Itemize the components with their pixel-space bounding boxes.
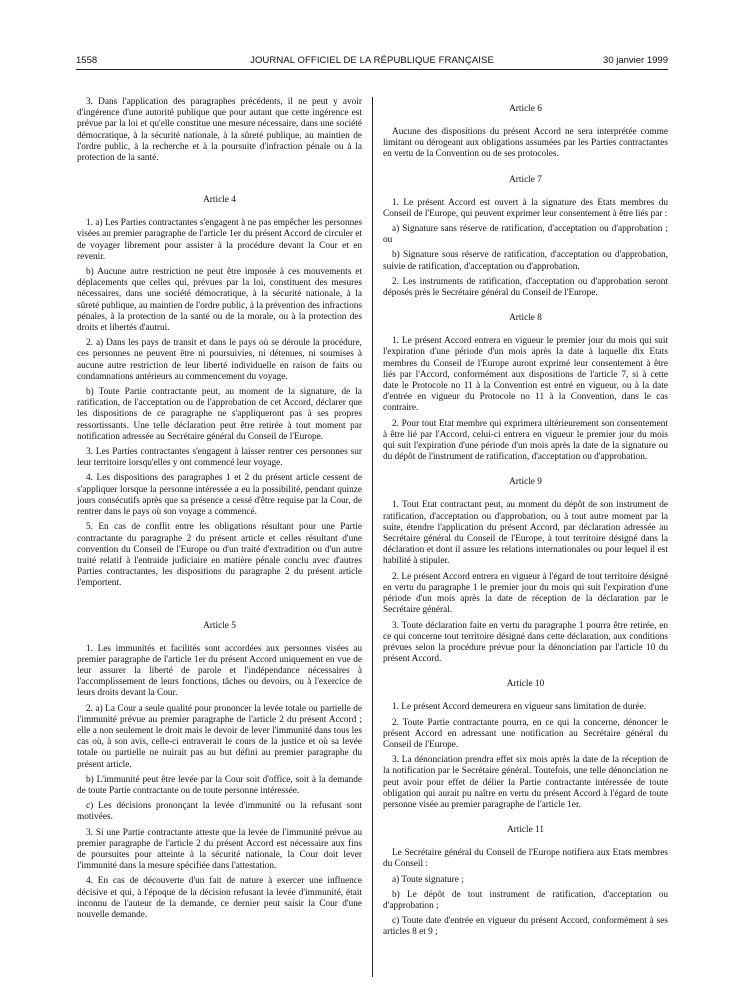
page-header (76, 55, 668, 69)
paragraph: 2. Les instruments de ratification, d'acceptation ou d'approbation seront déposés près le Secrétaire général du Conseil de l'Europe. (383, 276, 668, 299)
paragraph: b) Aucune autre restriction ne peut être imposée à ces mouvements et déplacements que celles qui, prévues par la loi, constituent des mesures nécessaires, dans une société démocratique, à la sécurité nationale, à la sûreté publique, au maintien de l'ordre public, à la prévention des infractions pénales, à la protection de la santé ou de la morale, ou à la protection des droits et libertés d'autrui. (77, 267, 362, 334)
paragraph: b) Le dépôt de tout instrument de ratification, d'acceptation ou d'approbation ; (383, 889, 668, 911)
paragraph: 1. Le présent Accord est ouvert à la signature des Etats membres du Conseil de l'Europe, qui peuvent exprimer leur consentement à être liés par : (383, 197, 668, 219)
paragraph: 4. Les dispositions des paragraphes 1 et 2 du présent article cessent de s'appliquer lorsque la personne intéressée a eu la possibilité, pendant quinze jours consécutifs après que sa présence a cessé d'être requise par la Cour, de rentrer dans le pays où son voyage a commencé. (77, 473, 362, 518)
paragraph: 2. Le présent Accord entrera en vigueur à l'égard de tout territoire désigné en vertu du paragraphe 1 le premier jour du mois qui suit l'expiration d'une période d'un mois après la date de réception de la déclaration par le Secrétaire général. (383, 571, 668, 616)
paragraph: c) Les décisions prononçant la levée d'immunité ou la refusant sont motivées. (77, 801, 362, 823)
column-divider (372, 97, 373, 977)
article-10-heading: Article 10 (506, 679, 545, 690)
paragraph: 1. Le présent Accord entrera en vigueur le premier jour du mois qui suit l'expiration d'une période d'un mois après la date à laquelle dix Etats membres du Conseil de l'Europe auront exprimé leur consentement à être liés par l'Accord, conformément aux dispositions de l'article 7, si à cette date le Protocole no 11 à la Convention est entré en vigueur, ou à la date d'entrée en vigueur du Protocole no 11 à la Convention, dans le cas contraire. (383, 336, 668, 414)
page-number: 1558 (76, 55, 98, 66)
paragraph: 1. Tout Etat contractant peut, au moment du dépôt de son instrument de ratification, d'acceptation ou d'approbation, ou à tout autre moment par la suite, étendre l'application du présent Accord, par déclaration adressée au Secrétaire général du Conseil de l'Europe, à tout territoire désigné dans la déclaration et dont il assure les relations internationales ou pour lequel il est habilité à stipuler. (383, 500, 668, 567)
paragraph: b) Toute Partie contractante peut, au moment de la signature, de la ratification, de l'acceptation ou de l'approbation de cet Accord, déclarer que les dispositions de ce paragraphe ne s'appliqueront pas à ses propres ressortissants. Une telle déclaration peut être retirée à tout moment par notification adressée au Secrétaire général du Conseil de l'Europe. (77, 387, 362, 442)
paragraph: 2. a) Dans les pays de transit et dans le pays où se déroule la procédure, ces personnes ne peuvent être ni poursuivies, ni détenues, ni soumises à aucune autre restriction de leur liberté individuelle en raison de faits ou condamnations antérieurs au commencement du voyage. (77, 338, 362, 382)
paragraph: 3. Dans l'application des paragraphes précédents, il ne peut y avoir d'ingérence d'une autorité publique que pour autant que cette ingérence est prévue par la loi et qu'elle constitue une mesure nécessaire, dans une société démocratique, à la sécurité nationale, à la sûreté publique, au maintien de l'ordre public, à la recherche et à la poursuite d'infraction pénale ou à la protection de la santé. (77, 97, 362, 164)
right-column (383, 97, 668, 943)
article-8-heading: Article 8 (509, 313, 542, 324)
paragraph: 3. La dénonciation prendra effet six mois après la date de la réception de la notification par le Secrétaire général. Toutefois, une telle dénonciation ne peut avoir pour effet de délier la Partie contractante intéressée de toute obligation qui aurait pu naître en vertu du présent Accord à l'égard de toute personne visée au premier paragraphe de l'article 1er. (383, 755, 668, 810)
paragraph: b) Signature sous réserve de ratification, d'acceptation ou d'approbation, suivie de ratification, d'acceptation ou d'approbation. (383, 250, 668, 272)
paragraph: a) Toute signature ; (392, 874, 464, 885)
paragraph: 3. Les Parties contractantes s'engagent à laisser rentrer ces personnes sur leur territoire lorsqu'elles y ont commencé leur voyage. (77, 447, 362, 469)
article-7-heading: Article 7 (509, 174, 542, 185)
paragraph: 3. Si une Partie contractante atteste que la levée de l'immunité prévue au premier paragraphe de l'article 2 du présent Accord est nécessaire aux fins de poursuites pour atteinte à la sécurité nationale, la Cour doit lever l'immunité dans la mesure spécifiée dans l'attestation. (77, 827, 362, 872)
header-rule (76, 69, 668, 70)
paragraph: Aucune des dispositions du présent Accord ne sera interprétée comme limitant ou dérogeant aux obligations assumées par les Parties contractantes en vertu de la Convention ou de ses protocoles. (383, 127, 668, 160)
publication-date: 30 janvier 1999 (603, 55, 668, 66)
paragraph: 2. a) La Cour a seule qualité pour prononcer la levée totale ou partielle de l'immunité prévue au premier paragraphe de l'article 2 du présent Accord ; elle a non seulement le droit mais le devoir de lever l'immunité dans tous les cas où, à son avis, celle-ci entraverait le cours de la justice et où sa levée totale ou partielle ne nuirait pas au but défini au premier paragraphe du présent article. (77, 703, 362, 770)
paragraph: 3. Toute déclaration faite en vertu du paragraphe 1 pourra être retirée, en ce qui concerne tout territoire désigné dans cette déclaration, aux conditions prévues selon la procédure prévue pour la dénonciation par l'article 10 du présent Accord. (383, 620, 668, 665)
paragraph: 1. Le présent Accord demeurera en vigueur sans limitation de durée. (392, 702, 647, 713)
paragraph: Le Secrétaire général du Conseil de l'Europe notifiera aux Etats membres du Conseil : (383, 848, 668, 870)
article-5-heading: Article 5 (203, 620, 236, 631)
paragraph: 2. Toute Partie contractante pourra, en ce qui la concerne, dénoncer le présent Accord en adressant une notification au Secrétaire général du Conseil de l'Europe. (383, 717, 668, 750)
paragraph: 4. En cas de découverte d'un fait de nature à exercer une influence décisive et qui, à l'époque de la décision refusant la levée d'immunité, était inconnu de l'auteur de la demande, ce dernier peut saisir la Cour d'une nouvelle demande. (77, 876, 362, 920)
paragraph: 2. Pour tout Etat membre qui exprimera ultérieurement son consentement à être lié par l'Accord, celui-ci entrera en vigueur le premier jour du mois qui suit l'expiration d'une période d'un mois après la date de la signature ou du dépôt de l'instrument de ratification, d'acceptation ou d'approbation. (383, 418, 668, 463)
paragraph: b) L'immunité peut être levée par la Cour soit d'office, soit à la demande de toute Partie contractante ou de toute personne intéressée. (77, 774, 362, 796)
article-4-heading: Article 4 (203, 195, 236, 206)
article-6-heading: Article 6 (509, 104, 542, 114)
paragraph: c) Toute date d'entrée en vigueur du présent Accord, conformément à ses articles 8 et 9 ; (383, 916, 668, 938)
paragraph: 1. a) Les Parties contractantes s'engagent à ne pas empêcher les personnes visées au premier paragraphe de l'article 1er du présent Accord de circuler et de voyager librement pour assister à la procédure devant la Cour et en revenir. (77, 218, 362, 262)
journal-title: JOURNAL OFFICIEL DE LA RÉPUBLIQUE FRANÇAISE (250, 55, 494, 66)
article-11-heading: Article 11 (506, 825, 545, 836)
paragraph: 1. Les immunités et facilités sont accordées aux personnes visées au premier paragraphe de l'article 1er du présent Accord uniquement en vue de leur assurer la liberté de parole et l'indépendance nécessaires à l'accomplissement de leurs fonctions, tâches ou devoirs, ou à l'exercice de leurs droits devant la Cour. (77, 643, 362, 699)
paragraph: a) Signature sans réserve de ratification, d'acceptation ou d'approbation ; ou (383, 224, 668, 246)
article-9-heading: Article 9 (509, 477, 542, 488)
paragraph: 5. En cas de conflit entre les obligations résultant pour une Partie contractante du paragraphe 2 du présent article et celles résultant d'une convention du Conseil de l'Europe ou d'un traité d'extradition ou d'un autre traité relatif à l'entraide judiciaire en matière pénale conclu avec d'autres Parties contractantes, les dispositions du paragraphe 2 du présent article l'emportent. (77, 522, 362, 589)
left-column (77, 97, 362, 925)
